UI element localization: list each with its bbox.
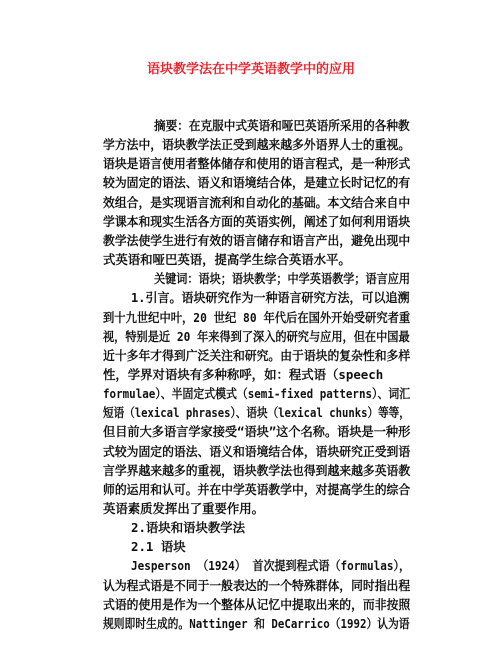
- paragraph-line: 语块是语言使用者整体储存和使用的语言程式，是一种形式: [103, 156, 411, 172]
- paragraph-line: 短语（lexical phrases）、语块（lexical chunks）等等，: [103, 405, 410, 421]
- paragraph-line: 师的运用和认可。并在中学英语教学中，对提高学生的综合: [103, 481, 411, 497]
- paragraph-line: 式语的使用是作为一个整体从记忆中提取出来的，而非按照: [103, 596, 411, 612]
- paragraph-line: 效组合，是实现语言流利和自动化的基础。本文结合来自中: [103, 194, 411, 210]
- paragraph-line: 教学法使学生进行有效的语言储存和语言产出，避免出现中: [103, 232, 411, 248]
- paragraph-line: 性，学界对语块有多种称呼，如：程式语（speech: [103, 366, 384, 382]
- paragraph-line: Jesperson （1924） 首次提到程式语（formulas），: [131, 558, 411, 574]
- paragraph-line: 摘要：在克服中式英语和哑巴英语所采用的各种教: [154, 118, 410, 133]
- paragraph-line: 英语素质发挥出了重要作用。: [103, 501, 265, 516]
- paragraph-line: 较为固定的语法、语义和语境结合体，是建立长时记忆的有: [103, 175, 411, 191]
- paragraph-line: 关键词：语块；语块教学；中学英语教学；语言应用: [154, 271, 410, 287]
- paragraph-line: 认为程式语是不同于一般表达的一个特殊群体，同时指出程: [103, 577, 411, 593]
- paragraph-line: 但目前大多语言学家接受“语块”这个名称。语块是一种形: [103, 424, 411, 440]
- paragraph-line: 学方法中，语块教学法正受到越来越多外语界人士的重视。: [103, 137, 411, 153]
- paragraph-line: 式英语和哑巴英语，提高学生综合英语水平。: [103, 252, 351, 268]
- paragraph-line: 学课本和现实生活各方面的英语实例，阐述了如何利用语块: [103, 213, 411, 229]
- paragraph-line: 近十多年才得到广泛关注和研究。由于语块的复杂性和多样: [103, 347, 411, 363]
- paragraph-line: 视，特别是近 20 年来得到了深入的研究与应用，但在中国最: [103, 328, 410, 344]
- document-title: 语块教学法在中学英语教学中的应用: [146, 62, 355, 77]
- paragraph-line: 到十九世纪中叶，20 世纪 80 年代后在国外开始受研究者重: [103, 309, 411, 325]
- paragraph-line: 规则即时生成的。Nattinger 和 DeCarrico（1992）认为语: [103, 615, 410, 631]
- paragraph-line: 2.语块和语块教学法: [131, 520, 246, 536]
- paragraph-line: 2.1 语块: [131, 539, 186, 555]
- paragraph-line: 言学界越来越多的重视，语块教学法也得到越来越多英语教: [103, 462, 411, 478]
- paragraph-line: 1.引言。语块研究作为一种语言研究方法，可以追溯: [131, 290, 410, 306]
- paragraph-line: formulae）、半固定式模式（semi-fixed patterns）、词汇: [103, 386, 411, 402]
- paragraph-line: 式较为固定的语法、语义和语境结合体，语块研究正受到语: [103, 443, 411, 459]
